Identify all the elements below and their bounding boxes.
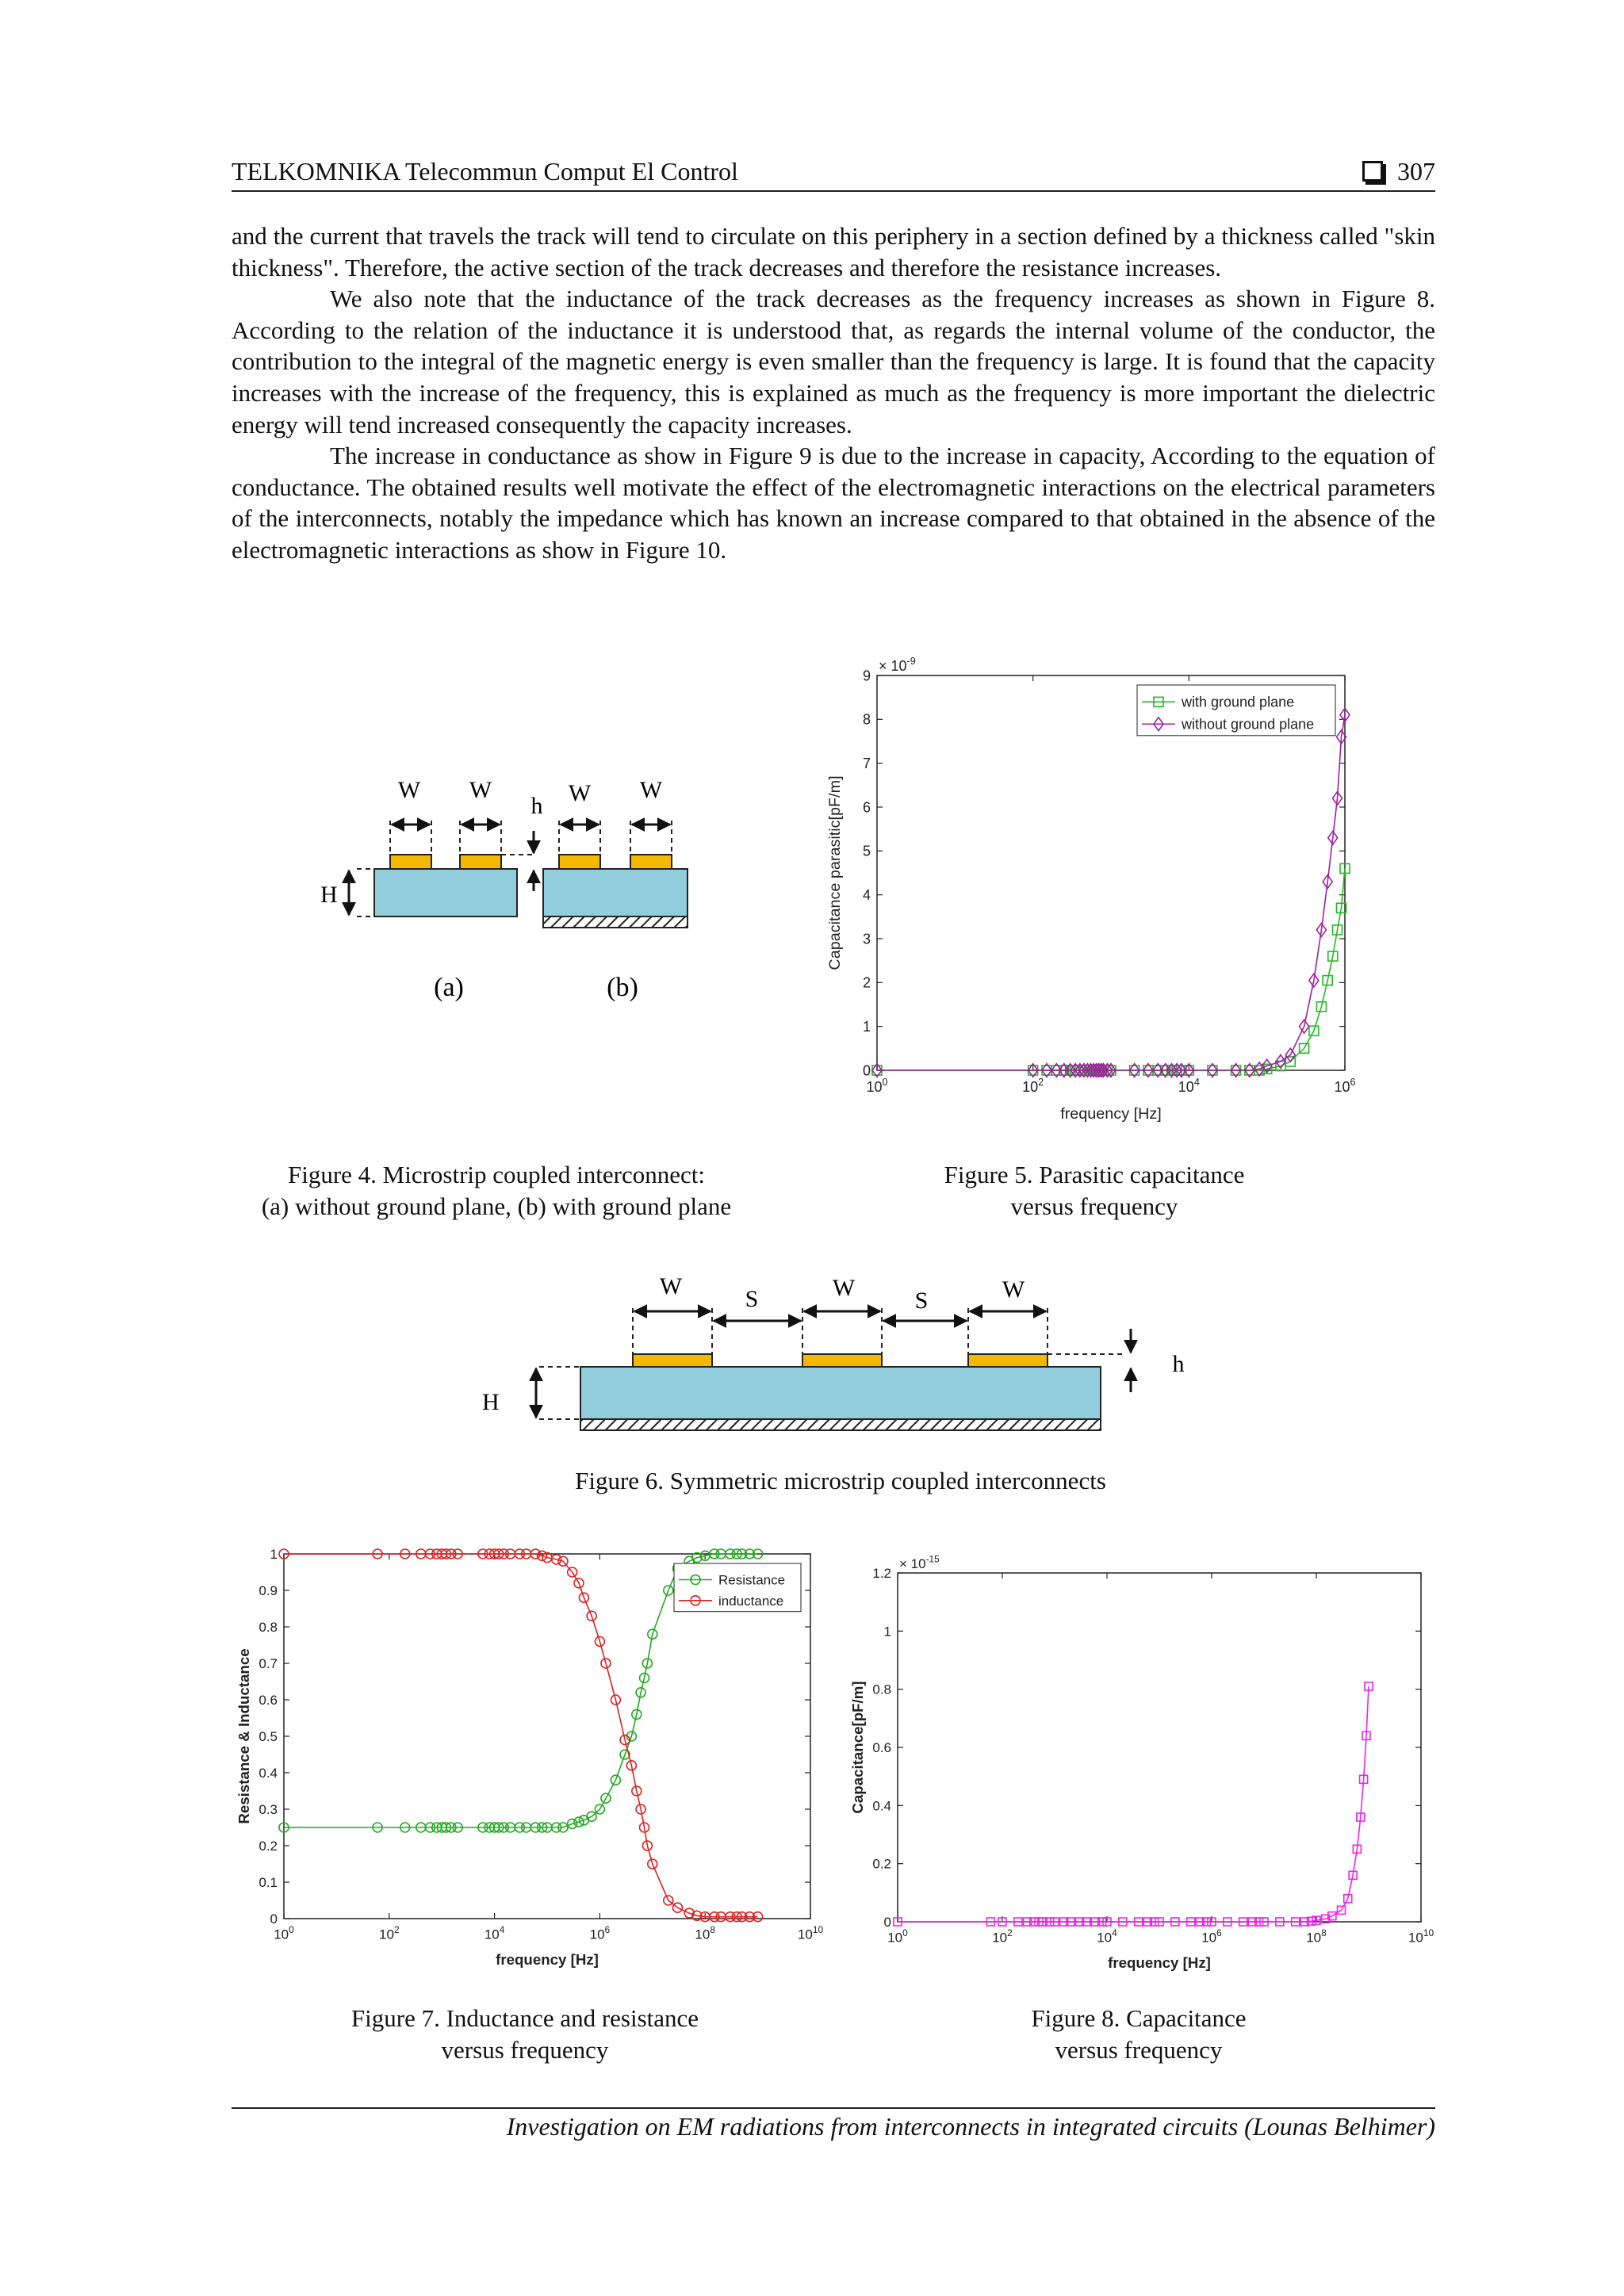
legend-label: Resistance xyxy=(718,1572,786,1588)
figure5-caption-line1: Figure 5. Parasitic capacitance xyxy=(944,1161,1245,1188)
x-tick-label: $10^0$ xyxy=(887,1927,908,1946)
substrate xyxy=(580,1367,1101,1419)
label-w-1: W xyxy=(659,1273,683,1299)
journal-title: TELKOMNIKA Telecommun Comput El Control xyxy=(232,157,738,186)
y-tick-label: 0.6 xyxy=(872,1739,891,1755)
legend xyxy=(1137,685,1335,736)
x-tick-label: $10^2$ xyxy=(1022,1076,1044,1095)
y-tick-label: 0.5 xyxy=(259,1728,278,1744)
x-tick-label: $10^8$ xyxy=(1306,1927,1327,1946)
y-tick-label: 0 xyxy=(270,1911,278,1927)
conductor-2 xyxy=(802,1354,882,1367)
figure4-caption-line2: (a) without ground plane, (b) with ground plane xyxy=(261,1192,732,1220)
x-axis-label: frequency [Hz] xyxy=(1060,1105,1162,1123)
legend-label: without ground plane xyxy=(1182,716,1315,733)
x-tick-label: $10^4$ xyxy=(1097,1927,1117,1946)
label-w-a2: W xyxy=(469,777,492,803)
ground-plane xyxy=(580,1419,1101,1430)
x-tick-label: $10^6$ xyxy=(589,1923,611,1942)
paragraph-2: We also note that the inductance of the track decreases as the frequency increases as shown in Figure 8. According to the relation of the inductance it is understood that, as regards the internal volume of the conductor, the contribution to the integral of the magnetic energy is even smaller than the frequency is large. It is found that the capacity increases with the increase of the frequency, this is explained as much as the frequency is more important the dielectric energy will tend increased consequently the capacity increases. xyxy=(232,285,1435,438)
y-tick-label: 1 xyxy=(883,1624,891,1640)
x-tick-label: $10^{10}$ xyxy=(797,1923,824,1942)
figure4-caption xyxy=(227,1159,766,1223)
y-tick-label: 0.8 xyxy=(259,1619,278,1635)
paragraph-1: and the current that travels the track will tend to circulate on this periphery in a section defined by a thickness called "skin thickness". Therefore, the active section of the track decreases and therefore the resistance increases. xyxy=(232,222,1435,281)
figure5-caption-line2: versus frequency xyxy=(1010,1192,1178,1220)
label-b: (b) xyxy=(607,973,638,1002)
y-axis-label: Resistance & Inductance xyxy=(235,1648,252,1824)
y-tick-label: 8 xyxy=(862,711,871,728)
label-w-a1: W xyxy=(397,777,421,803)
figure6-caption: Figure 6. Symmetric microstrip coupled interconnects xyxy=(575,1467,1106,1494)
figure5-caption xyxy=(888,1159,1300,1223)
figure7-caption-line2: versus frequency xyxy=(441,2036,609,2064)
page-number: 307 xyxy=(1397,157,1435,186)
page-number-block xyxy=(1362,157,1435,186)
figure5-chart xyxy=(825,650,1364,1134)
label-w-2: W xyxy=(832,1275,856,1301)
figure7-caption-line1: Figure 7. Inductance and resistance xyxy=(350,2004,699,2032)
y-tick-label: 0.2 xyxy=(872,1856,891,1872)
figure8-caption xyxy=(940,2003,1337,2066)
paragraph-3: The increase in conductance as show in Figure 9 is due to the increase in capacity, According to the equation of conductance. The obtained results well motivate the effect of the electromagnetic interactions on the electrical parameters of the interconnects, notably the impedance which has known an increase compared to that obtained in the absence of the electromagnetic interactions as show in Figure 10. xyxy=(232,442,1435,564)
label-s-2: S xyxy=(914,1288,929,1314)
label-w-b2: W xyxy=(639,777,663,803)
y-tick-label: 0.8 xyxy=(872,1682,891,1697)
substrate-a xyxy=(374,869,517,916)
figure4-caption-line1: Figure 4. Microstrip coupled interconnect: xyxy=(287,1161,705,1188)
y-tick-label: 0.4 xyxy=(259,1765,278,1781)
y-multiplier: × $10^{-9}$ xyxy=(879,655,916,674)
x-tick-label: $10^8$ xyxy=(695,1923,715,1942)
x-tick-label: $10^2$ xyxy=(992,1927,1013,1946)
x-tick-label: $10^6$ xyxy=(1334,1076,1356,1095)
figure8-chart xyxy=(847,1543,1465,1987)
y-tick-label: 0 xyxy=(883,1914,891,1930)
ground-plane-b xyxy=(543,916,688,928)
x-tick-label: $10^2$ xyxy=(379,1923,400,1942)
x-tick-label: $10^{10}$ xyxy=(1408,1927,1434,1946)
x-tick-label: $10^0$ xyxy=(274,1923,294,1942)
y-tick-label: 2 xyxy=(862,974,871,991)
label-H: H xyxy=(482,1389,500,1415)
y-tick-label: 0.9 xyxy=(259,1582,278,1598)
y-tick-label: 5 xyxy=(862,843,871,859)
legend-label: with ground plane xyxy=(1182,694,1295,710)
y-tick-label: 0.7 xyxy=(259,1655,278,1671)
footer-citation: Investigation on EM radiations from interconnects in integrated circuits (Lounas Belhimer) xyxy=(506,2112,1435,2141)
legend xyxy=(674,1563,801,1612)
figure8-caption-line2: versus frequency xyxy=(1055,2036,1223,2064)
y-tick-label: 0.3 xyxy=(259,1801,278,1817)
y-tick-label: 1 xyxy=(862,1018,871,1035)
conductor-1 xyxy=(633,1354,712,1367)
y-tick-label: 9 xyxy=(862,668,871,684)
figure7-caption xyxy=(287,2003,763,2066)
figure8-caption-line1: Figure 8. Capacitance xyxy=(1031,2004,1247,2032)
y-tick-label: 1 xyxy=(270,1546,278,1562)
label-w-b1: W xyxy=(568,780,592,806)
y-tick-label: 0.4 xyxy=(872,1798,891,1814)
x-axis-label: frequency [Hz] xyxy=(496,1950,599,1968)
y-tick-label: 3 xyxy=(862,931,871,947)
conductor-b2 xyxy=(630,855,672,869)
y-tick-label: 0.2 xyxy=(259,1838,278,1854)
square-bullet-icon xyxy=(1362,161,1383,182)
label-h: h xyxy=(1172,1351,1185,1377)
x-axis-label: frequency [Hz] xyxy=(1108,1954,1211,1971)
label-h: h xyxy=(530,793,543,819)
footer-rule xyxy=(232,2107,1435,2109)
y-tick-label: 0.6 xyxy=(259,1692,278,1708)
conductor-a1 xyxy=(390,855,431,869)
figure7-chart xyxy=(227,1543,845,1987)
substrate-b xyxy=(543,869,688,916)
y-multiplier: × $10^{-15}$ xyxy=(899,1553,940,1571)
x-tick-label: $10^0$ xyxy=(866,1076,888,1095)
conductor-3 xyxy=(968,1354,1048,1367)
y-tick-label: 6 xyxy=(862,799,871,816)
figure4-diagram xyxy=(301,761,714,1015)
y-tick-label: 7 xyxy=(862,755,871,771)
plot-frame xyxy=(898,1573,1421,1922)
y-axis-label: Capacitance parasitic[pF/m] xyxy=(826,775,845,970)
y-axis-label: Capacitance[pF/m] xyxy=(848,1681,866,1814)
y-tick-label: 4 xyxy=(862,886,871,903)
figure6-diagram xyxy=(460,1261,1205,1443)
x-tick-label: $10^4$ xyxy=(484,1923,505,1942)
y-tick-label: 0 xyxy=(862,1062,871,1079)
label-H: H xyxy=(320,882,338,908)
x-tick-label: $10^6$ xyxy=(1201,1927,1222,1946)
conductor-b1 xyxy=(559,855,600,869)
label-w-3: W xyxy=(1002,1276,1025,1303)
y-tick-label: 0.1 xyxy=(259,1874,278,1890)
body-text xyxy=(232,220,1435,566)
page-header xyxy=(232,155,1435,192)
y-tick-label: 1.2 xyxy=(872,1565,891,1581)
legend-label: inductance xyxy=(718,1593,784,1609)
conductor-a2 xyxy=(460,855,501,869)
plot-area xyxy=(849,1553,1434,1970)
label-a: (a) xyxy=(434,973,464,1002)
x-tick-label: $10^4$ xyxy=(1178,1076,1200,1095)
label-s-1: S xyxy=(745,1286,759,1312)
